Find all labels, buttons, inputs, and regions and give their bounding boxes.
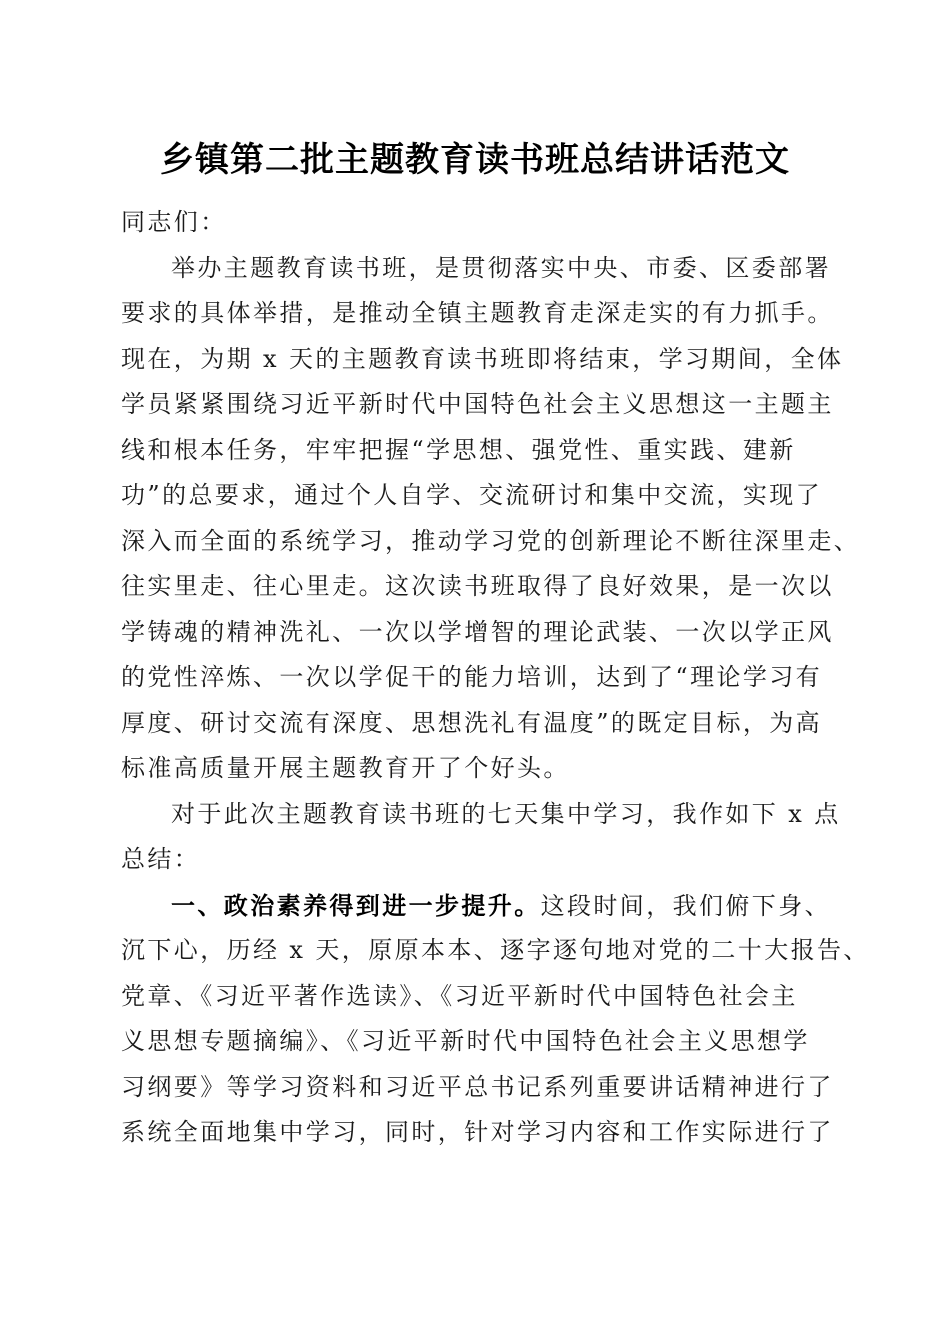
section-1-heading: 一、政治素养得到进一步提升。 — [171, 890, 541, 920]
paragraph-line: 系统全面地集中学习，同时，针对学习内容和工作实际进行了 — [121, 1118, 834, 1146]
paragraph-2 — [121, 792, 841, 883]
paragraph-line: 功”的总要求，通过个人自学、交流研讨和集中交流，实现了 — [121, 481, 823, 509]
paragraph-line: 习纲要》等学习资料和习近平总书记系列重要讲话精神进行了 — [121, 1072, 834, 1101]
paragraph-line: 往实里走、往心里走。这次读书班取得了良好效果，是一次以 — [121, 572, 834, 600]
paragraph-line: 深入而全面的系统学习，推动学习党的创新理论不断往深里走、 — [121, 526, 861, 555]
document-body — [121, 200, 870, 1156]
paragraph-line: 要求的具体举措，是推动全镇主题教育走深走实的有力抓手。 — [121, 299, 834, 327]
paragraph-line: 对于此次主题教育读书班的七天集中学习，我作如下 x 点 — [171, 799, 841, 828]
paragraph-1 — [121, 246, 861, 792]
paragraph-line: 总结： — [121, 845, 201, 873]
paragraph-line: 现在，为期 x 天的主题教育读书班即将结束，学习期间，全体 — [121, 344, 844, 373]
section-1-first-line-rest: 这段时间，我们俯下身、 — [540, 891, 832, 920]
paragraph-line: 线和根本任务，牢牢把握“学思想、强党性、重实践、建新 — [121, 435, 796, 464]
paragraph-line: 厚度、研讨交流有深度、思想洗礼有温度”的既定目标，为高 — [121, 708, 823, 737]
paragraph-line: 举办主题教育读书班，是贯彻落实中央、市委、区委部署 — [171, 253, 831, 282]
paragraph-line: 义思想专题摘编》、《习近平新时代中国特色社会主义思想学 — [121, 1027, 810, 1055]
paragraph-line: 标准高质量开展主题教育开了个好头。 — [121, 754, 570, 782]
paragraph-line: 沉下心，历经 x 天，原原本本、逐字逐句地对党的二十大报告、 — [121, 936, 870, 964]
section-1 — [121, 883, 870, 1156]
paragraph-line: 的党性淬炼、一次以学促干的能力培训，达到了“理论学习有 — [121, 663, 823, 691]
salutation: 同志们： — [121, 208, 227, 236]
document-title: 乡镇第二批主题教育读书班总结讲话范文 — [160, 140, 790, 180]
paragraph-line: 党章、《习近平著作选读》、《习近平新时代中国特色社会主 — [121, 981, 798, 1010]
paragraph-line: 学铸魂的精神洗礼、一次以学增智的理论武装、一次以学正风 — [121, 617, 834, 646]
paragraph-line: 学员紧紧围绕习近平新时代中国特色社会主义思想这一主题主 — [121, 390, 834, 418]
section-1-first-line — [121, 883, 841, 929]
